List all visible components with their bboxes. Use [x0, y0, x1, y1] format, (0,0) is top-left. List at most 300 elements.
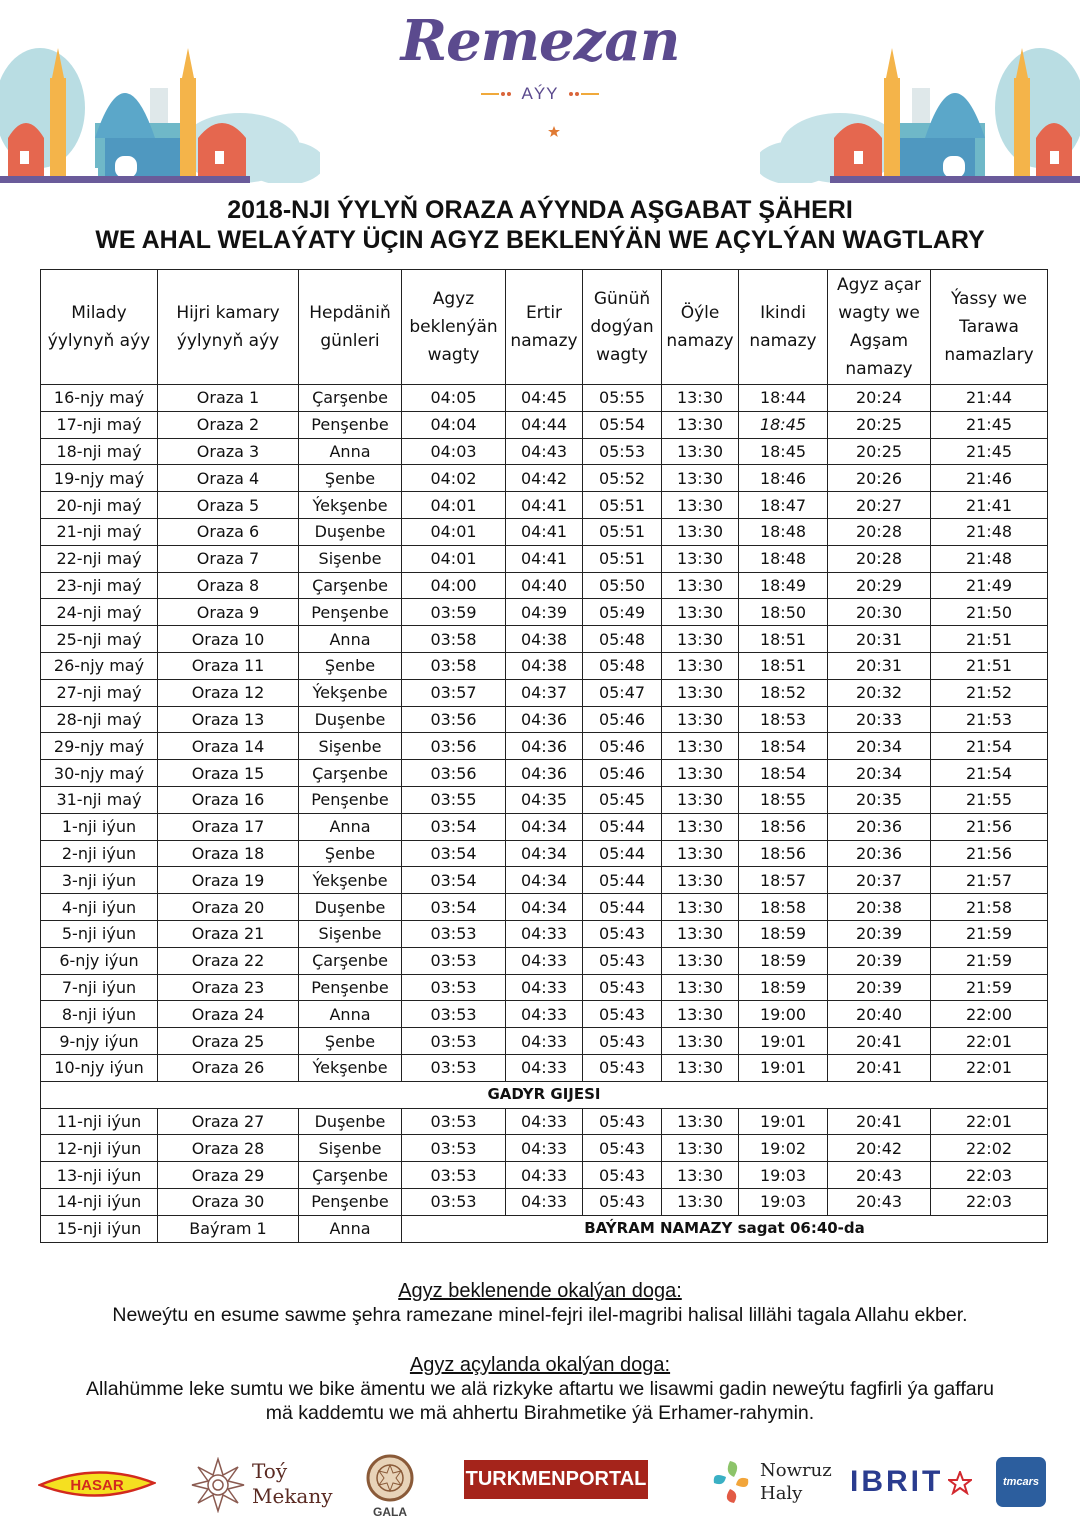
table-cell: 20:34: [828, 760, 931, 787]
table-cell: 20:41: [828, 1028, 931, 1055]
table-cell: 20:24: [828, 385, 931, 412]
table-cell: Sişenbe: [299, 1135, 402, 1162]
table-row: [41, 385, 1048, 412]
column-header: Agyz açar wagty we Agşam namazy: [828, 270, 931, 385]
table-cell: Çarşenbe: [299, 760, 402, 787]
table-row: [41, 1001, 1048, 1028]
table-cell: 04:35: [506, 786, 583, 813]
table-cell: 05:43: [583, 947, 662, 974]
table-cell: 25-nji maý: [41, 626, 158, 653]
table-cell: 13:30: [662, 1001, 739, 1028]
gala-logo: GALA: [365, 1453, 415, 1521]
table-cell: 20:36: [828, 840, 931, 867]
column-header: Ertir namazy: [506, 270, 583, 385]
table-cell: 13:30: [662, 679, 739, 706]
table-cell: 05:51: [583, 545, 662, 572]
table-cell: 04:37: [506, 679, 583, 706]
table-cell: 04:38: [506, 652, 583, 679]
table-cell: Oraza 24: [158, 1001, 299, 1028]
table-cell: 13:30: [662, 1054, 739, 1081]
column-header: Milady ýylynyň aýy: [41, 270, 158, 385]
table-cell: 18:57: [739, 867, 828, 894]
table-cell: Oraza 30: [158, 1188, 299, 1215]
table-cell: 04:33: [506, 1135, 583, 1162]
table-cell: 26-njy maý: [41, 652, 158, 679]
table-cell: Oraza 23: [158, 974, 299, 1001]
table-cell: 21:55: [931, 786, 1048, 813]
table-row: [41, 545, 1048, 572]
table-cell: 03:54: [402, 813, 506, 840]
table-cell: 13:30: [662, 438, 739, 465]
table-cell: 24-nji maý: [41, 599, 158, 626]
crescent-moon-icon: [520, 110, 568, 166]
column-header: Ikindi namazy: [739, 270, 828, 385]
table-cell: 19:01: [739, 1108, 828, 1135]
column-header: Hepdäniň günleri: [299, 270, 402, 385]
table-cell: 5-nji iýun: [41, 920, 158, 947]
table-row: [41, 867, 1048, 894]
table-cell: 03:53: [402, 1028, 506, 1055]
table-cell: Çarşenbe: [299, 385, 402, 412]
column-header: Günüň dogýan wagty: [583, 270, 662, 385]
table-cell: Anna: [299, 813, 402, 840]
table-row: [41, 572, 1048, 599]
table-cell: 03:54: [402, 840, 506, 867]
table-cell: 13:30: [662, 385, 739, 412]
table-cell: Oraza 17: [158, 813, 299, 840]
table-cell: 18:56: [739, 813, 828, 840]
table-cell: 03:57: [402, 679, 506, 706]
table-row: [41, 1028, 1048, 1055]
header-row: [41, 270, 1048, 385]
table-cell: 20:35: [828, 786, 931, 813]
table-cell: 03:53: [402, 1135, 506, 1162]
table-cell: Penşenbe: [299, 1188, 402, 1215]
logo-subtitle-text: AÝY: [521, 84, 559, 103]
table-cell: Anna: [299, 1215, 402, 1242]
table-cell: 03:53: [402, 974, 506, 1001]
table-row: [41, 894, 1048, 921]
table-cell: 21:54: [931, 760, 1048, 787]
column-header: Hijri kamary ýylynyň aýy: [158, 270, 299, 385]
table-cell: 03:54: [402, 867, 506, 894]
table-cell: 13:30: [662, 626, 739, 653]
table-cell: Anna: [299, 438, 402, 465]
table-cell: 19:00: [739, 1001, 828, 1028]
table-cell: Penşenbe: [299, 411, 402, 438]
table-cell: 12-nji iýun: [41, 1135, 158, 1162]
table-cell: 03:56: [402, 760, 506, 787]
table-cell: Oraza 16: [158, 786, 299, 813]
table-cell: 05:43: [583, 1135, 662, 1162]
table-cell: 05:46: [583, 760, 662, 787]
table-cell: 04:34: [506, 867, 583, 894]
table-cell: 22:03: [931, 1162, 1048, 1189]
table-cell: 03:56: [402, 706, 506, 733]
document-title: [0, 195, 1080, 255]
table-cell: 18:54: [739, 733, 828, 760]
table-cell: 04:44: [506, 411, 583, 438]
table-cell: 05:43: [583, 1001, 662, 1028]
table-cell: 04:33: [506, 920, 583, 947]
table-cell: 31-nji maý: [41, 786, 158, 813]
table-cell: 04:45: [506, 385, 583, 412]
table-cell: 21:45: [931, 411, 1048, 438]
table-cell: 13:30: [662, 518, 739, 545]
table-cell: 04:33: [506, 974, 583, 1001]
table-row: [41, 465, 1048, 492]
star-icon: [948, 1471, 972, 1495]
table-cell: 20:38: [828, 894, 931, 921]
table-cell: 13:30: [662, 1188, 739, 1215]
table-cell: 21:53: [931, 706, 1048, 733]
table-cell: 18:56: [739, 840, 828, 867]
table-cell: 03:53: [402, 947, 506, 974]
table-row: [41, 733, 1048, 760]
table-cell: Sişenbe: [299, 920, 402, 947]
table-cell: Anna: [299, 626, 402, 653]
table-cell: 18:50: [739, 599, 828, 626]
title-line-2: WE AHAL WELAÝATY ÜÇIN AGYZ BEKLENÝÄN WE AÇYLÝAN WAGTLARY: [95, 226, 985, 254]
table-row: [41, 974, 1048, 1001]
table-cell: 7-nji iýun: [41, 974, 158, 1001]
ornament-right: [569, 92, 599, 96]
table-cell: 20:29: [828, 572, 931, 599]
table-cell: 21:56: [931, 813, 1048, 840]
bayram-row: [41, 1215, 1048, 1242]
table-cell: Oraza 12: [158, 679, 299, 706]
table-cell: Sişenbe: [299, 545, 402, 572]
table-cell: 04:36: [506, 733, 583, 760]
table-cell: 20:36: [828, 813, 931, 840]
table-cell: 13:30: [662, 920, 739, 947]
table-cell: 05:47: [583, 679, 662, 706]
table-cell: 22:01: [931, 1054, 1048, 1081]
table-cell: 05:49: [583, 599, 662, 626]
table-cell: 19:03: [739, 1162, 828, 1189]
table-cell: 20:39: [828, 974, 931, 1001]
table-cell: 05:54: [583, 411, 662, 438]
table-cell: 18:48: [739, 545, 828, 572]
table-cell: Çarşenbe: [299, 1162, 402, 1189]
table-cell: 13:30: [662, 1135, 739, 1162]
table-cell: 05:44: [583, 894, 662, 921]
table-cell: 20:27: [828, 492, 931, 519]
table-cell: 13:30: [662, 706, 739, 733]
table-cell: 21:45: [931, 438, 1048, 465]
table-cell: 20:33: [828, 706, 931, 733]
toy-mekany-text: Toý Mekany: [252, 1459, 333, 1508]
table-cell: 03:56: [402, 733, 506, 760]
table-cell: 04:39: [506, 599, 583, 626]
table-cell: 20:31: [828, 652, 931, 679]
table-cell: 04:36: [506, 706, 583, 733]
table-cell: 03:58: [402, 626, 506, 653]
table-cell: 21:52: [931, 679, 1048, 706]
table-cell: 10-njy iýun: [41, 1054, 158, 1081]
table-cell: 18:58: [739, 894, 828, 921]
nowruz-haly-logo: [708, 1457, 838, 1513]
table-cell: 4-nji iýun: [41, 894, 158, 921]
table-cell: 03:59: [402, 599, 506, 626]
table-cell: 18:51: [739, 652, 828, 679]
table-cell: Oraza 1: [158, 385, 299, 412]
table-cell: 04:34: [506, 894, 583, 921]
table-cell: 15-nji iýun: [41, 1215, 158, 1242]
table-cell: 20:43: [828, 1162, 931, 1189]
table-cell: 04:00: [402, 572, 506, 599]
table-cell: 13:30: [662, 411, 739, 438]
table-cell: Oraza 21: [158, 920, 299, 947]
suhoor-dua: [0, 1279, 1080, 1327]
table-cell: 05:44: [583, 813, 662, 840]
table-cell: 13:30: [662, 492, 739, 519]
table-cell: 18:51: [739, 626, 828, 653]
table-cell: 05:43: [583, 1108, 662, 1135]
table-cell: 18:53: [739, 706, 828, 733]
table-cell: 20:26: [828, 465, 931, 492]
table-body: [41, 385, 1048, 1243]
table-cell: 13-nji iýun: [41, 1162, 158, 1189]
table-cell: 21:59: [931, 920, 1048, 947]
table-cell: 18:59: [739, 974, 828, 1001]
table-cell: Duşenbe: [299, 894, 402, 921]
table-row: [41, 652, 1048, 679]
table-cell: 13:30: [662, 947, 739, 974]
table-cell: 20:30: [828, 599, 931, 626]
table-cell: 05:51: [583, 492, 662, 519]
table-cell: Oraza 3: [158, 438, 299, 465]
table-cell: 21:41: [931, 492, 1048, 519]
tmcars-logo: tmcars: [996, 1457, 1046, 1507]
table-cell: Duşenbe: [299, 1108, 402, 1135]
table-cell: 20:41: [828, 1054, 931, 1081]
title-line-1: 2018-NJI ÝYLYŇ ORAZA AÝYNDA AŞGABAT ŞÄHERI: [227, 196, 853, 224]
table-cell: 04:33: [506, 1001, 583, 1028]
table-cell: Sişenbe: [299, 733, 402, 760]
table-cell: Çarşenbe: [299, 947, 402, 974]
table-cell: 19:01: [739, 1054, 828, 1081]
table-cell: 22:01: [931, 1108, 1048, 1135]
table-cell: Oraza 20: [158, 894, 299, 921]
table-cell: 03:53: [402, 920, 506, 947]
table-cell: 21-nji maý: [41, 518, 158, 545]
table-cell: 04:01: [402, 518, 506, 545]
table-cell: 19:01: [739, 1028, 828, 1055]
table-cell: 17-nji maý: [41, 411, 158, 438]
table-cell: 21:59: [931, 947, 1048, 974]
column-header: Agyz beklenýän wagty: [402, 270, 506, 385]
table-cell: 13:30: [662, 974, 739, 1001]
table-cell: 21:50: [931, 599, 1048, 626]
table-row: [41, 760, 1048, 787]
table-cell: 18:44: [739, 385, 828, 412]
table-cell: 04:04: [402, 411, 506, 438]
table-cell: 20:34: [828, 733, 931, 760]
table-cell: 20:39: [828, 920, 931, 947]
table-cell: 8-nji iýun: [41, 1001, 158, 1028]
table-cell: 04:41: [506, 518, 583, 545]
table-cell: 03:58: [402, 652, 506, 679]
table-cell: 20-nji maý: [41, 492, 158, 519]
table-cell: 20:25: [828, 438, 931, 465]
nowruz-haly-text: Nowruz Haly: [760, 1460, 832, 1504]
table-cell: Ýekşenbe: [299, 867, 402, 894]
table-cell: Oraza 28: [158, 1135, 299, 1162]
turkmenportal-logo: TURKMENPORTAL: [464, 1460, 648, 1499]
table-cell: 6-njy iýun: [41, 947, 158, 974]
table-row: [41, 947, 1048, 974]
table-cell: Oraza 6: [158, 518, 299, 545]
table-row: [41, 438, 1048, 465]
table-row: [41, 492, 1048, 519]
table-cell: 20:40: [828, 1001, 931, 1028]
toy-mekany-logo: [190, 1457, 333, 1513]
table-cell: Baýram 1: [158, 1215, 299, 1242]
table-cell: Oraza 7: [158, 545, 299, 572]
table-cell: 30-njy maý: [41, 760, 158, 787]
table-cell: 21:44: [931, 385, 1048, 412]
gadyr-gijesi-label: GADYR GIJESI: [41, 1081, 1048, 1108]
table-cell: 05:50: [583, 572, 662, 599]
table-cell: 04:05: [402, 385, 506, 412]
table-cell: 05:46: [583, 706, 662, 733]
table-cell: Duşenbe: [299, 706, 402, 733]
iftar-dua-text-line-1: Allahümme leke sumtu we bike ämentu we alä rizkyke aftartu we lisawmi gadin neweýtu fagfirli ýa gaffaru: [86, 1378, 994, 1400]
column-header: Öýle namazy: [662, 270, 739, 385]
table-cell: 20:37: [828, 867, 931, 894]
table-row: [41, 1135, 1048, 1162]
table-row: [41, 626, 1048, 653]
table-cell: Oraza 19: [158, 867, 299, 894]
table-cell: 21:46: [931, 465, 1048, 492]
table-cell: 04:34: [506, 840, 583, 867]
table-cell: 04:02: [402, 465, 506, 492]
table-cell: Penşenbe: [299, 599, 402, 626]
table-cell: 03:53: [402, 1162, 506, 1189]
table-cell: Ýekşenbe: [299, 1054, 402, 1081]
table-cell: 04:43: [506, 438, 583, 465]
table-cell: 04:41: [506, 545, 583, 572]
nowruz-haly-emblem-icon: [708, 1457, 756, 1507]
table-cell: 05:44: [583, 867, 662, 894]
table-cell: 21:51: [931, 652, 1048, 679]
table-cell: 04:33: [506, 1188, 583, 1215]
table-cell: 20:28: [828, 518, 931, 545]
table-cell: 3-nji iýun: [41, 867, 158, 894]
table-cell: 13:30: [662, 545, 739, 572]
table-cell: Oraza 9: [158, 599, 299, 626]
table-cell: 13:30: [662, 760, 739, 787]
table-cell: Oraza 27: [158, 1108, 299, 1135]
table-cell: 22-nji maý: [41, 545, 158, 572]
table-cell: 13:30: [662, 1028, 739, 1055]
table-cell: 04:33: [506, 1054, 583, 1081]
table-cell: 04:42: [506, 465, 583, 492]
table-cell: 18:59: [739, 947, 828, 974]
table-row: [41, 786, 1048, 813]
table-cell: 13:30: [662, 465, 739, 492]
table-cell: 04:40: [506, 572, 583, 599]
table-cell: 05:43: [583, 1028, 662, 1055]
table-cell: 05:43: [583, 1054, 662, 1081]
table-cell: Oraza 22: [158, 947, 299, 974]
table-cell: 9-njy iýun: [41, 1028, 158, 1055]
table-cell: Şenbe: [299, 840, 402, 867]
table-cell: 18:52: [739, 679, 828, 706]
table-cell: 04:03: [402, 438, 506, 465]
table-cell: 22:01: [931, 1028, 1048, 1055]
table-row: [41, 920, 1048, 947]
table-row: [41, 1054, 1048, 1081]
table-cell: 13:30: [662, 572, 739, 599]
table-cell: Duşenbe: [299, 518, 402, 545]
table-row: [41, 813, 1048, 840]
table-cell: 20:41: [828, 1108, 931, 1135]
table-cell: 05:51: [583, 518, 662, 545]
table-cell: Oraza 4: [158, 465, 299, 492]
table-cell: Oraza 8: [158, 572, 299, 599]
table-cell: 21:48: [931, 518, 1048, 545]
table-cell: 05:48: [583, 626, 662, 653]
table-cell: 21:57: [931, 867, 1048, 894]
table-cell: 13:30: [662, 840, 739, 867]
table-cell: Oraza 2: [158, 411, 299, 438]
table-cell: Ýekşenbe: [299, 492, 402, 519]
table-cell: 04:36: [506, 760, 583, 787]
table-cell: 05:52: [583, 465, 662, 492]
table-cell: 20:32: [828, 679, 931, 706]
table-cell: 20:39: [828, 947, 931, 974]
table-cell: 04:34: [506, 813, 583, 840]
table-cell: 18:54: [739, 760, 828, 787]
table-cell: 2-nji iýun: [41, 840, 158, 867]
table-cell: 13:30: [662, 894, 739, 921]
hasar-logo: [38, 1467, 156, 1501]
table-cell: 05:44: [583, 840, 662, 867]
table-cell: 14-nji iýun: [41, 1188, 158, 1215]
logo-subtitle: [470, 82, 610, 106]
table-row: [41, 706, 1048, 733]
table-cell: 27-nji maý: [41, 679, 158, 706]
table-cell: 20:25: [828, 411, 931, 438]
table-cell: Şenbe: [299, 465, 402, 492]
mosque-illustration-left: [0, 28, 320, 183]
table-cell: Penşenbe: [299, 974, 402, 1001]
table-cell: Oraza 25: [158, 1028, 299, 1055]
table-cell: 03:53: [402, 1001, 506, 1028]
table-cell: 04:41: [506, 492, 583, 519]
table-row: [41, 411, 1048, 438]
table-cell: 05:46: [583, 733, 662, 760]
schedule-table: [40, 269, 1048, 1243]
table-cell: Çarşenbe: [299, 572, 402, 599]
iftar-dua-heading: Agyz açylanda okalýan doga:: [409, 1354, 671, 1376]
table-cell: 21:58: [931, 894, 1048, 921]
banner: [0, 0, 1080, 185]
table-cell: 03:53: [402, 1108, 506, 1135]
table-cell: 18:48: [739, 518, 828, 545]
table-cell: 19:02: [739, 1135, 828, 1162]
table-cell: Penşenbe: [299, 786, 402, 813]
table-cell: Oraza 13: [158, 706, 299, 733]
table-cell: 22:02: [931, 1135, 1048, 1162]
gadyr-gijesi-row: [41, 1081, 1048, 1108]
table-cell: 05:43: [583, 1162, 662, 1189]
table-row: [41, 518, 1048, 545]
table-cell: Oraza 15: [158, 760, 299, 787]
table-cell: Oraza 26: [158, 1054, 299, 1081]
